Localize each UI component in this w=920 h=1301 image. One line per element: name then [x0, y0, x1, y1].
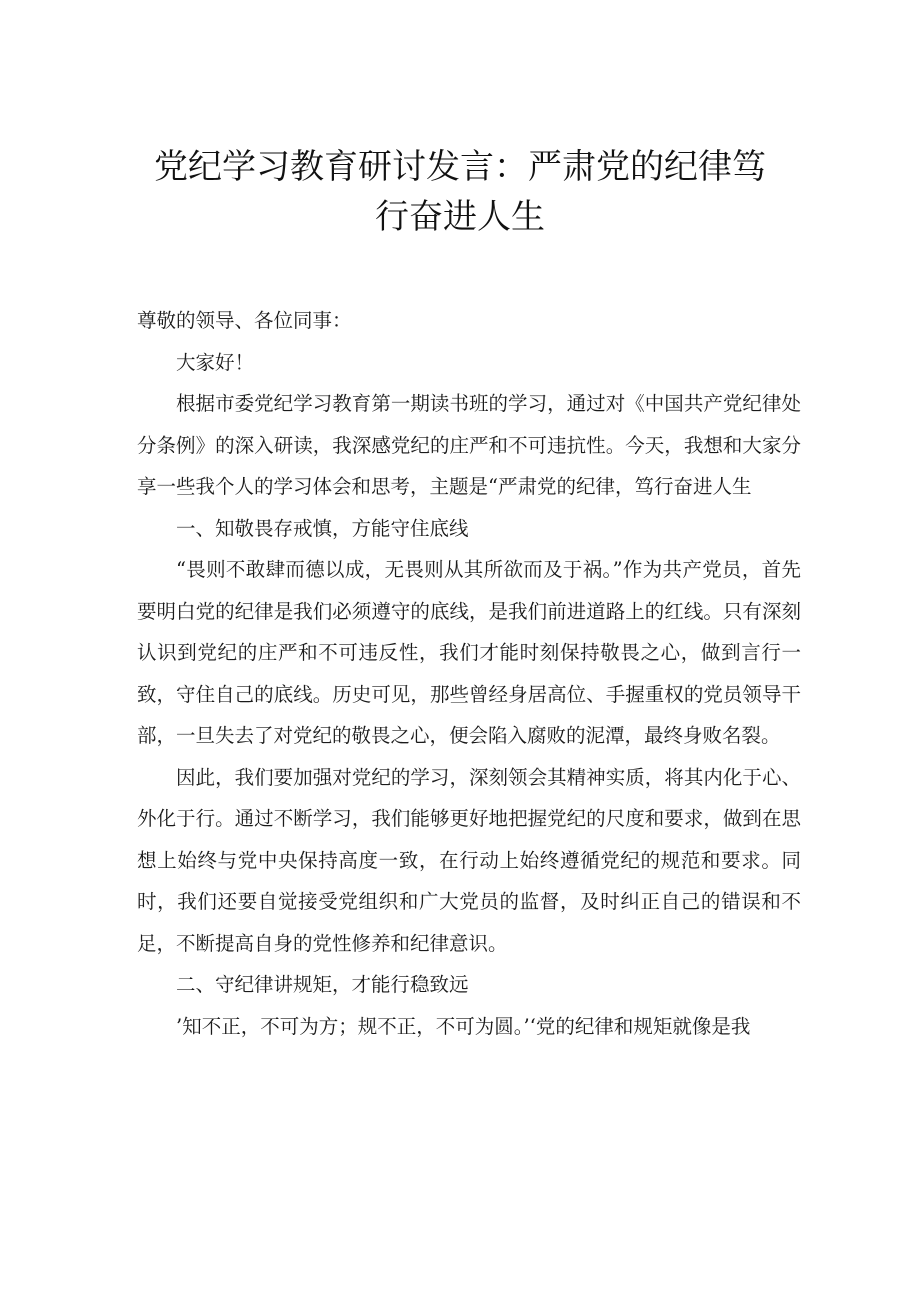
paragraph-intro: 根据市委党纪学习教育第一期读书班的学习，通过对《中国共产党纪律处分条例》的深入研读，我深感党纪的庄严和不可违抗性。今天，我想和大家分享一些我个人的学习体会和思考，主题是“严肃党的纪律，笃行奋进人生	[137, 392, 801, 498]
title-line-2: 行奋进人生	[375, 197, 545, 237]
greeting: 大家好！	[176, 350, 255, 374]
paragraph-section-1b: 因此，我们要加强对党纪的学习，深刻领会其精神实质，将其内化于心、外化于行。通过不断学习，我们能够更好地把握党纪的尺度和要求，做到在思想上始终与党中央保持高度一致，在行动上始终遵循党纪的规范和要求。同时，我们还要自觉接受党组织和广大党员的监督，及时纠正自己的错误和不足，不断提高自身的党性修养和纪律意识。	[137, 765, 801, 955]
section-heading-2: 二、守纪律讲规矩，才能行稳致远	[176, 973, 469, 996]
title-line-1: 党纪学习教育研讨发言：严肃党的纪律笃	[154, 147, 766, 187]
salutation: 尊敬的领导、各位同事：	[137, 309, 352, 332]
section-heading-1: 一、知敬畏存戒慎，方能守住底线	[176, 516, 469, 540]
paragraph-section-2a: ’知不正，不可为方；规不正，不可为圆。’‘党的纪律和规矩就像是我	[176, 1014, 751, 1038]
paragraph-section-1a: “畏则不敢肆而德以成，无畏则从其所欲而及于祸。”作为共产党员，首先要明白党的纪律是我们必须遵守的底线，是我们前进道路上的红线。只有深刻认识到党纪的庄严和不可违反性，我们才能时刻保持敬畏之心，做到言行一致，守住自己的底线。历史可见，那些曾经身居高位、手握重权的党员领导干部，一旦失去了对党纪的敬畏之心，便会陷入腐败的泥潭，最终身败名裂。	[137, 558, 801, 747]
document-body	[137, 300, 801, 1047]
document-title	[120, 142, 800, 242]
